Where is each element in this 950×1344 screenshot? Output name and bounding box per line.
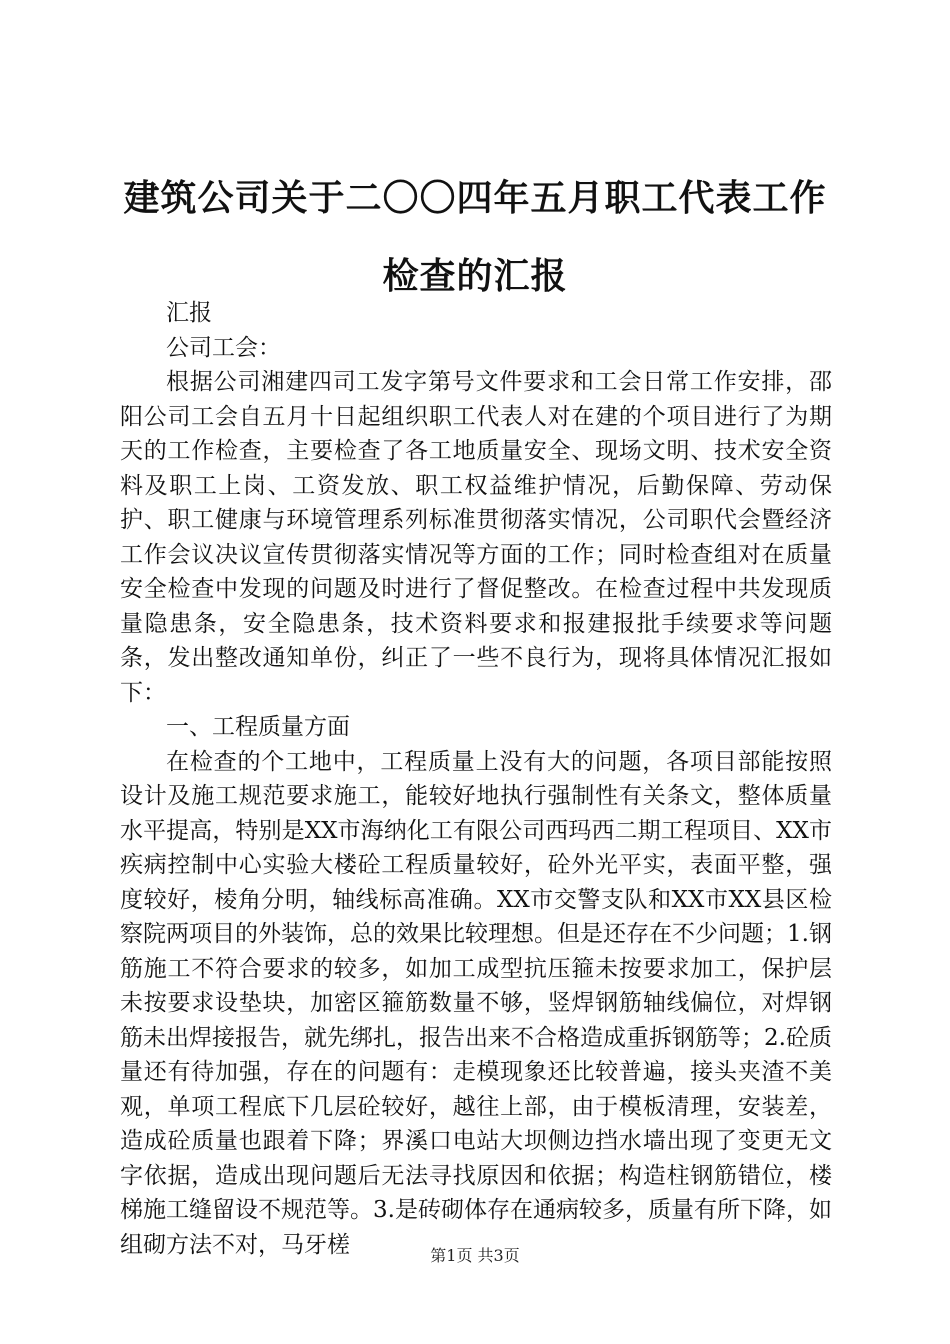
paragraph-quality: 在检查的个工地中，工程质量上没有大的问题，各项目部能按照设计及施工规范要求施工，能较好地执行强制性有关条文，整体质量水平提高，特别是XX市海纳化工有限公司西玛西二期工程项目、XX市疾病控制中心实验大楼砼工程质量较好，砼外光平实，表面平整，强度较好，棱角分明，轴线标高准确。XX市交警支队和XX市XX县区检察院两项目的外装饰，总的效果比较理想。但是还存在不少问题；1.钢筋施工不符合要求的较多，如加工成型抗压箍未按要求加工，保护层未按要求设垫块，加密区箍筋数量不够，竖焊钢筋轴线偏位，对焊钢筋未出焊接报告，就先绑扎，报告出来不合格造成重拆钢筋等；2.砼质量还有待加强，存在的问题有：走模现象还比较普遍，接头夹渣不美观，单项工程底下几层砼较好，越往上部，由于模板清理，安装差，造成砼质量也跟着下降；界溪口电站大坝侧边挡水墙出现了变更无文字依据，造成出现问题后无法寻找原因和依据；构造柱钢筋错位，楼梯施工缝留设不规范等。3.是砖砌体存在通病较多，质量有所下降，如组砌方法不对，马牙槎 [120,748,832,1258]
page-footer: 第1页 共3页 [430,1246,520,1265]
document-title: 建筑公司关于二〇〇四年五月职工代表工作检查的汇报 [123,178,827,297]
document-body [120,296,832,1262]
heading-report: 汇报 [166,300,212,326]
paragraph-intro: 根据公司湘建四司工发字第号文件要求和工会日常工作安排，邵阳公司工会自五月十日起组织职工代表人对在建的个项目进行了为期天的工作检查，主要检查了各工地质量安全、现场文明、技术安全资料及职工上岗、工资发放、职工权益维护情况，后勤保障、劳动保护、职工健康与环境管理系列标准贯彻落实情况，公司职代会暨经济工作会议决议宣传贯彻落实情况等方面的工作；同时检查组对在质量安全检查中发现的问题及时进行了督促整改。在检查过程中共发现质量隐患条，安全隐患条，技术资料要求和报建报批手续要求等问题条，发出整改通知单份，纠正了一些不良行为，现将具体情况汇报如下： [120,369,832,706]
salutation: 公司工会： [166,334,281,361]
section-heading-quality: 一、工程质量方面 [166,714,350,740]
